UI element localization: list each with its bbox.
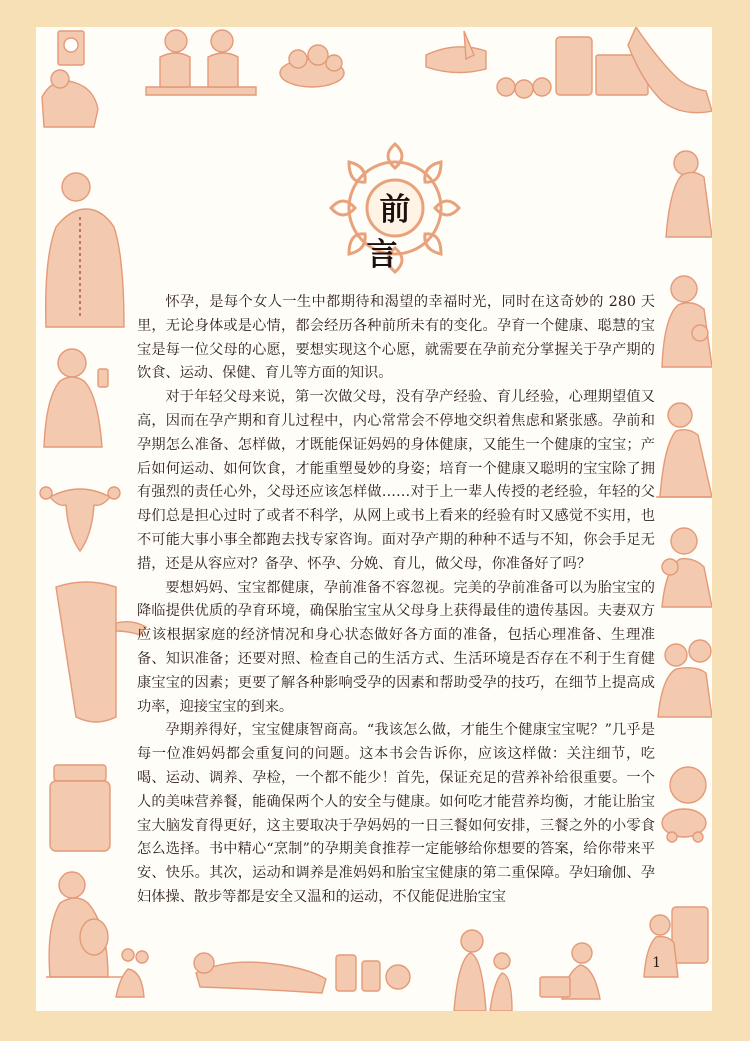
uterus-diagram-illustration <box>40 487 120 551</box>
toddlers-illustration <box>116 949 148 997</box>
page <box>36 27 712 1011</box>
paragraph: 孕期养得好，宝宝健康智商高。“我该怎么做，才能生个健康宝宝呢？”几乎是每一位准妈妈都会重复问的问题。这本书会告诉你，应该这样做：关注细节，吃喝、运动、调养、孕检，一个都不能少！首先，保证充足的营养补给很重要。一个人的美味营养餐，能确保两个人的安全与健康。如何吃才能营养均衡，才能让胎宝宝大脑发育得更好，这主要取决于孕妈妈的一日三餐如何安排，三餐之外的小零食怎么选择。书中精心“烹制”的孕期美食推荐一定能够给你想要的答案，给你带来平安、快乐。其次，运动和调养是准妈妈和胎宝宝健康的第二重保障。孕妇瑜伽、孕妇体操、散步等都是安全又温和的运动，不仅能促进胎宝宝 <box>137 722 655 905</box>
items-on-shelf-illustration <box>336 955 410 991</box>
laptop-woman-illustration <box>540 943 600 999</box>
massage-bed-illustration <box>194 953 326 993</box>
paragraph: 对于年轻父母来说，第一次做父母，没有孕产经验、育儿经验，心理期望值又高，因而在孕产期和育儿过程中，内心常常会不停地交织着焦虑和紧张感。孕前和孕期怎么准备、怎样做，才既能保证妈妈的身体健康，又能生一个健康的宝宝；产后如何运动、如何饮食，才能重塑曼妙的身姿；培育一个健康又聪明的宝宝除了拥有强烈的责任心外，父母还应该怎样做……对于上一辈人传授的老经验，年轻的父母们总是担心过时了或者不科学，从网上或书上看来的经验有时又感觉不实用，也不可能大事小事全都跑去找专家咨询。面对孕产期的种种不适与不知，你会手足无措，还是从容应对？备孕、怀孕、分娩、育儿，做父母，你准备好了吗？ <box>137 389 655 572</box>
pointing-hand-illustration <box>628 27 712 113</box>
woman-drinking-illustration <box>666 151 712 237</box>
baby-crawling-illustration <box>662 767 706 842</box>
page-title: 前 言 <box>366 192 494 273</box>
page-number: 1 <box>652 955 661 971</box>
woman-on-chair-illustration <box>656 403 712 497</box>
mother-infant-illustration <box>662 276 712 367</box>
paragraph: 怀孕，是每个女人一生中都期待和渴望的幸福时光，同时在这奇妙的 280 天里，无论身体或是心情，都会经历各种前所未有的变化。孕育一个健康、聪慧的宝宝是每一位父母的心愿，要想实现这个心愿，就需要在孕前充分掌握关于孕产期的饮食、运动、保健、育儿等方面的知识。 <box>137 294 655 382</box>
leg-acupressure-illustration <box>56 582 146 722</box>
paragraph: 要想妈妈、宝宝都健康，孕前准备不容忽视。完美的孕前准备可以为胎宝宝的降临提供优质的孕育环境，确保胎宝宝从父母身上获得最佳的遗传基因。夫妻双方应该根据家庭的经济情况和身心状态做好各方面的准备，包括心理准备、生理准备、知识准备；还要对照、检查自己的生活方式、生活环境是否存在不利于生育健康宝宝的因素；更要了解各种影响受孕的因素和帮助受孕的技巧，在细节上提高成功率，迎接宝宝的到来。 <box>137 579 655 715</box>
preface-body <box>137 291 655 910</box>
title-ornament <box>325 138 494 278</box>
woman-with-glass-illustration <box>44 349 108 447</box>
family-portrait-illustration <box>662 528 712 607</box>
photo-frame-illustration <box>58 31 84 65</box>
seated-pregnant-woman-illustration <box>46 872 126 977</box>
medicine-jar-illustration <box>50 765 110 851</box>
hand-massage-illustration <box>426 31 486 73</box>
couple-at-desk-illustration <box>146 30 256 95</box>
parent-with-toddler-illustration <box>454 930 512 1011</box>
fruit-bowl-illustration <box>497 37 648 98</box>
parents-baby-illustration <box>658 640 712 717</box>
spine-back-illustration <box>46 173 124 327</box>
food-basket-illustration <box>280 45 344 87</box>
bedside-family-illustration <box>42 70 98 127</box>
